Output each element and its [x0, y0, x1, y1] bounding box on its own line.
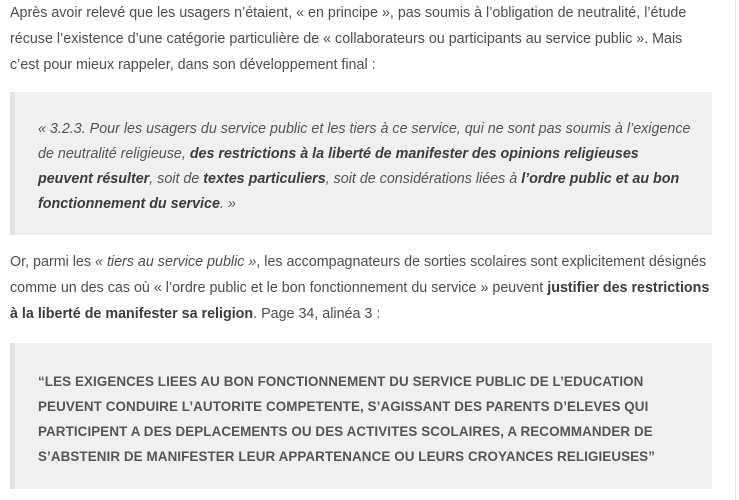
- quote1-bold-1: des restrictions à la liberté de manifester des opinions religieuses peuvent résulter: [38, 146, 639, 187]
- paragraph2-italic-1: « tiers au service public »: [95, 254, 257, 270]
- blockquote-page-34: [10, 343, 712, 489]
- paragraph2-bold-1: justifier des restrictions à la liberté de manifester sa religion: [10, 280, 710, 322]
- paragraph2-text-3: . Page 34, alinéa 3 :: [253, 306, 381, 322]
- paragraph-intro-text: Après avoir relevé que les usagers n’étaient, « en principe », pas soumis à l’obligation de neutralité, l’étude récuse l’existence d’une catégorie particulière de « collaborateurs ou participants au service public ». Mais c’est pour mieux rappeler, dans son développement final :: [10, 5, 687, 73]
- quote2-text: “LES EXIGENCES LIEES AU BON FONCTIONNEMENT DU SERVICE PUBLIC DE L’EDUCATION PEUVENT CONDUIRE L’AUTORITE COMPETENTE, S’AGISSANT DES PARENTS D’ELEVES QUI PARTICIPENT A DES DEPLACEMENTS OU DES ACTIVITES SCOLAIRES, A RECOMMANDER DE S’ABSTENIR DE MANIFESTER LEUR APPARTENANCE OU LEURS CROYANCES RELIGIEUSES”: [38, 374, 655, 464]
- quote1-bold-3: l’ordre public et au bon fonctionnement du service: [38, 171, 680, 212]
- paragraph-accompagnateurs: [10, 249, 712, 327]
- paragraph-intro: [10, 0, 712, 78]
- paragraph2-text-1: Or, parmi les: [10, 254, 96, 270]
- blockquote-etude: [10, 92, 712, 235]
- quote1-text-4: . »: [219, 196, 236, 212]
- quote1-bold-2: textes particuliers: [203, 171, 326, 187]
- quote1-text-3: , soit de considérations liées à: [325, 171, 522, 187]
- quote1-text-2: , soit de: [149, 171, 204, 187]
- article-content: [10, 0, 712, 489]
- right-divider: [735, 0, 736, 500]
- paragraph2-text-2: , les accompagnateurs de sorties scolaires sont explicitement désignés comme un des cas où « l’ordre public et le bon fonctionnement du service » peuvent: [10, 254, 707, 296]
- quote1-text-1: « 3.2.3. Pour les usagers du service public et les tiers à ce service, qui ne sont pas soumis à l’exigence de neutralité religieuse,: [38, 121, 691, 162]
